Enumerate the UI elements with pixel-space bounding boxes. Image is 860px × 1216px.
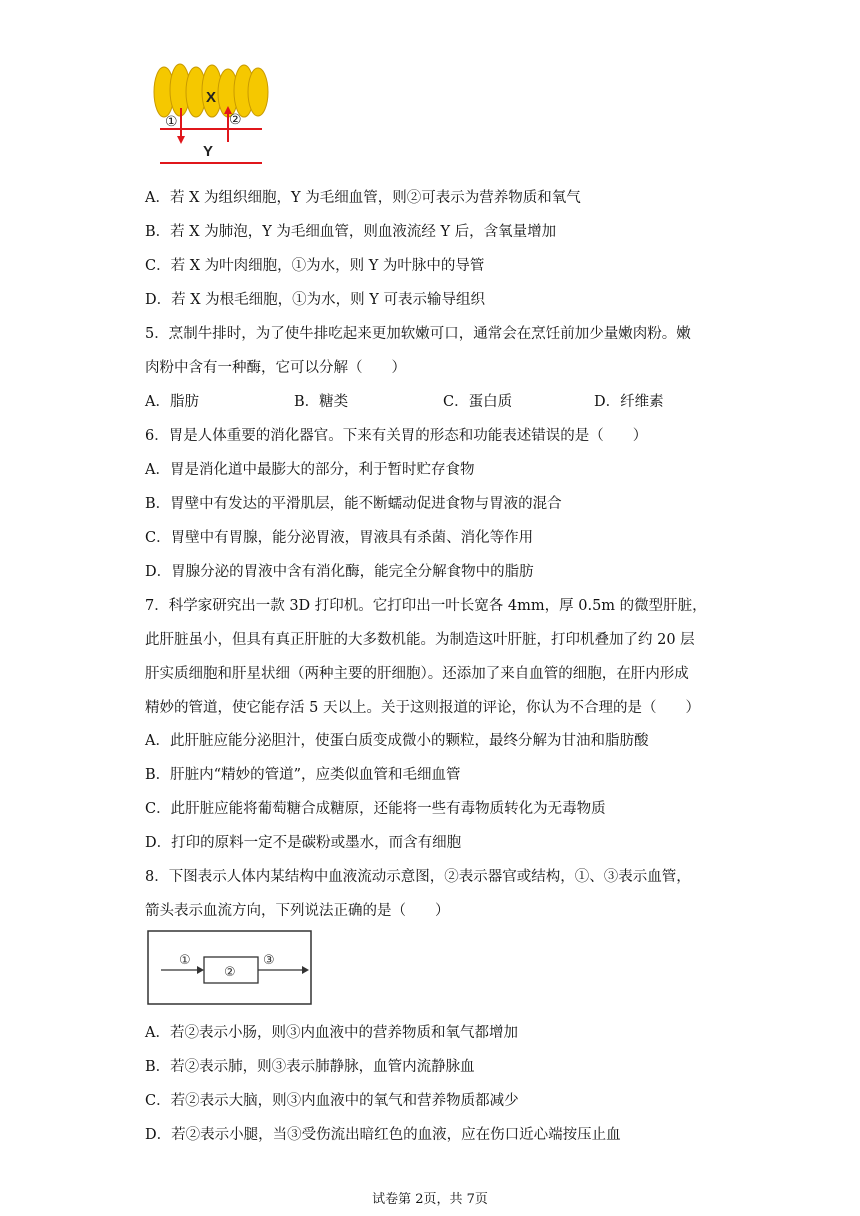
q7-option-d: D．打印的原料一定不是碳粉或墨水，而含有细胞 <box>145 835 462 851</box>
q8-option-b: B．若②表示肺，则③表示肺静脉，血管内流静脉血 <box>145 1059 475 1075</box>
label-x: X <box>206 89 217 106</box>
q8-option-c: C．若②表示大脑，则③内血液中的氧气和营养物质都减少 <box>145 1093 519 1109</box>
q7-option-b: B．肝脏内“精妙的管道”，应类似血管和毛细血管 <box>145 767 461 783</box>
q5-stem-line-2: 肉粉中含有一种酶，它可以分解（ ） <box>145 360 406 376</box>
cell-diagram <box>150 62 280 172</box>
label-y: Y <box>203 143 214 160</box>
arrow-in-head <box>197 966 204 974</box>
q6-stem: 6．胃是人体重要的消化器官。下来有关胃的形态和功能表述错误的是（ ） <box>145 428 648 444</box>
q7-stem-line-2: 此肝脏虽小，但具有真正肝脏的大多数机能。为制造这叶肝脏，打印机叠加了约 20 层 <box>145 632 695 648</box>
q5-option-b: B．糖类 <box>294 394 349 410</box>
q6-option-d: D．胃腺分泌的胃液中含有消化酶，能完全分解食物中的脂肪 <box>145 564 534 580</box>
q8-stem-line-1: 8．下图表示人体内某结构中血液流动示意图，②表示器官或结构，①、③表示血管， <box>145 869 691 885</box>
q8-option-a: A．若②表示小肠，则③内血液中的营养物质和氧气都增加 <box>145 1025 518 1041</box>
q7-stem-line-1: 7．科学家研究出一款 3D 打印机。它打印出一叶长宽各 4mm，厚 0.5m 的微型肝脏， <box>145 598 707 614</box>
q5-stem-line-1: 5．烹制牛排时，为了使牛排吃起来更加软嫩可口，通常会在烹饪前加少量嫩肉粉。嫩 <box>145 326 691 342</box>
arrow-1-head <box>177 136 185 144</box>
q7-option-c: C．此肝脏应能将葡萄糖合成糖原，还能将一些有毒物质转化为无毒物质 <box>145 801 606 817</box>
q4-option-b: B．若 X 为肺泡，Y 为毛细血管，则血液流经 Y 后，含氧量增加 <box>145 224 557 240</box>
q8-option-d: D．若②表示小腿，当③受伤流出暗红色的血液，应在伤口近心端按压止血 <box>145 1127 621 1143</box>
q7-stem-line-3: 肝实质细胞和肝星状细（两种主要的肝细胞）。还添加了来自血管的细胞，在肝内形成 <box>145 666 689 682</box>
organ-2-label: ② <box>224 965 236 980</box>
q7-option-a: A．此肝脏应能分泌胆汁，使蛋白质变成微小的颗粒，最终分解为甘油和脂肪酸 <box>145 733 649 749</box>
q5-option-a: A．脂肪 <box>145 394 199 410</box>
vessel-3-label: ③ <box>263 953 275 968</box>
q5-option-d: D．纤维素 <box>594 394 664 410</box>
label-1: ① <box>165 114 178 130</box>
blood-flow-diagram <box>147 930 313 1006</box>
arrow-out-head <box>302 966 309 974</box>
q7-stem-line-4: 精妙的管道，使它能存活 5 天以上。关于这则报道的评论，你认为不合理的是（ ） <box>145 700 700 716</box>
q6-option-c: C．胃壁中有胃腺，能分泌胃液，胃液具有杀菌、消化等作用 <box>145 530 534 546</box>
page-footer: 试卷第 2页，共 7页 <box>372 1192 488 1207</box>
vessel-1-label: ① <box>179 953 191 968</box>
q4-option-c: C．若 X 为叶肉细胞，①为水，则 Y 为叶脉中的导管 <box>145 258 485 274</box>
q5-option-c: C．蛋白质 <box>443 394 513 410</box>
q8-stem-line-2: 箭头表示血流方向，下列说法正确的是（ ） <box>145 903 450 919</box>
label-2: ② <box>229 112 242 128</box>
q6-option-b: B．胃壁中有发达的平滑肌层，能不断蠕动促进食物与胃液的混合 <box>145 496 562 512</box>
q4-option-d: D．若 X 为根毛细胞，①为水，则 Y 可表示输导组织 <box>145 292 485 308</box>
q6-option-a: A．胃是消化道中最膨大的部分，利于暂时贮存食物 <box>145 462 475 478</box>
q4-option-a: A．若 X 为组织细胞，Y 为毛细血管，则②可表示为营养物质和氧气 <box>145 190 581 206</box>
